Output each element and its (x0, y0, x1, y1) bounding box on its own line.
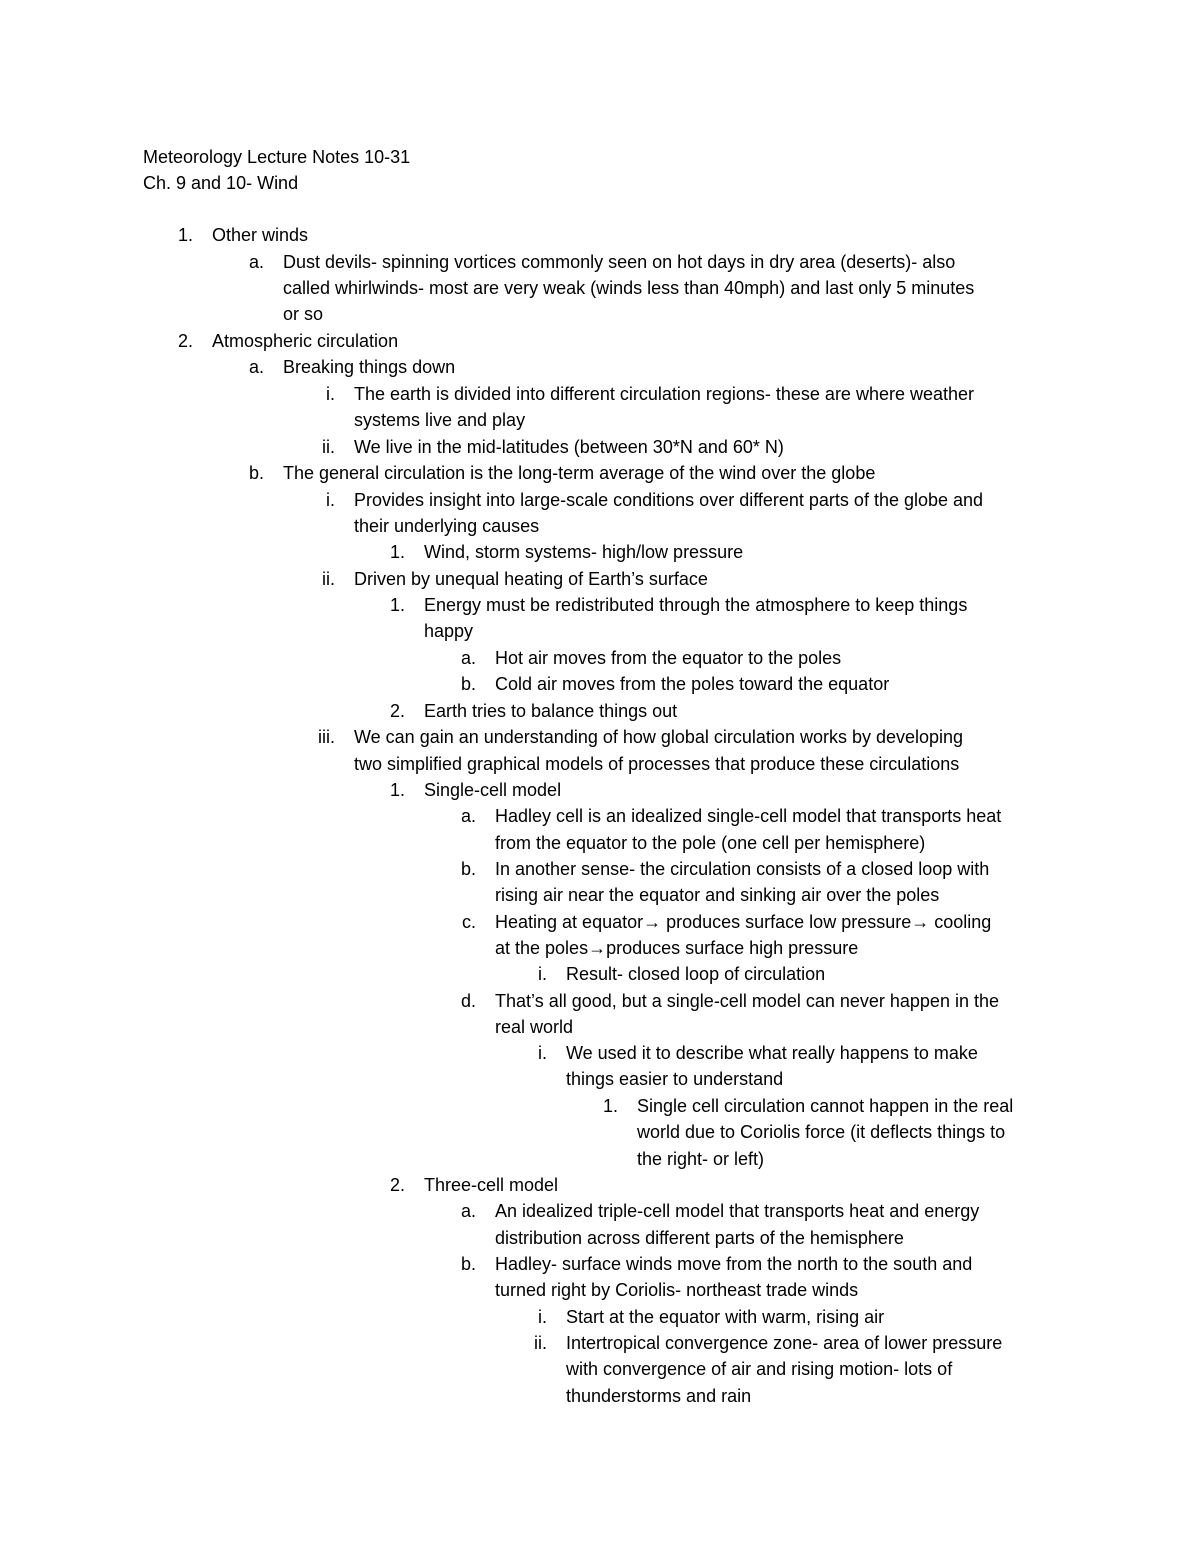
list-marker: c. (461, 912, 476, 932)
list-item-text: Earth tries to balance things out (424, 701, 678, 721)
list-marker: 1. (389, 595, 405, 615)
list-item-text: The general circulation is the long-term average of the wind over the globe (283, 463, 876, 483)
document-subtitle-text: Ch. 9 and 10- Wind (143, 173, 299, 193)
list-item-text: Hadley cell is an idealized single-cell model that transports heat (495, 806, 1002, 826)
list-item-text: called whirlwinds- most are very weak (winds less than 40mph) and last only 5 minutes (283, 278, 975, 298)
list-marker: d. (460, 991, 476, 1011)
list-marker: i. (538, 1307, 547, 1327)
list-item-text: Atmospheric circulation (212, 331, 399, 351)
list-item-text: from the equator to the pole (one cell per hemisphere) (495, 833, 926, 853)
list-item-text: Heating at equator→ produces surface low pressure→ cooling (495, 912, 992, 932)
list-marker: 2. (389, 701, 405, 721)
list-item-text: Intertropical convergence zone- area of lower pressure (566, 1333, 1003, 1353)
list-item-text: We used it to describe what really happens to make (566, 1043, 978, 1063)
list-marker: ii. (534, 1333, 547, 1353)
list-marker: a. (460, 806, 476, 826)
list-marker: 1. (389, 542, 405, 562)
list-marker: i. (326, 384, 335, 404)
list-item-text: Result- closed loop of circulation (566, 964, 826, 984)
list-marker: b. (460, 859, 476, 879)
list-item-text: rising air near the equator and sinking air over the poles (495, 885, 940, 905)
list-item-text: or so (283, 304, 324, 324)
list-marker: ii. (322, 569, 335, 589)
list-marker: a. (460, 1201, 476, 1221)
list-item-text: happy (424, 621, 474, 641)
list-marker: 1. (389, 780, 405, 800)
list-item-text: at the poles→produces surface high pressure (495, 938, 859, 958)
list-marker: a. (248, 252, 264, 272)
list-item-text: We can gain an understanding of how global circulation works by developing (354, 727, 964, 747)
list-item-text: We live in the mid-latitudes (between 30*N and 60* N) (354, 437, 784, 457)
list-item-text: Provides insight into large-scale conditions over different parts of the globe and (354, 490, 984, 510)
list-marker: ii. (322, 437, 335, 457)
list-item-text: Wind, storm systems- high/low pressure (424, 542, 744, 562)
list-marker: 1. (602, 1096, 618, 1116)
list-item-text: Single-cell model (424, 780, 562, 800)
document-title-text: Meteorology Lecture Notes 10-31 (143, 147, 411, 167)
list-marker: b. (248, 463, 264, 483)
list-item-text: That’s all good, but a single-cell model can never happen in the (495, 991, 999, 1011)
list-item-text: In another sense- the circulation consists of a closed loop with (495, 859, 990, 879)
list-marker: a. (248, 357, 264, 377)
list-marker: b. (460, 674, 476, 694)
list-item-text: their underlying causes (354, 516, 540, 536)
list-item-text: Start at the equator with warm, rising air (566, 1307, 885, 1327)
list-item-text: Dust devils- spinning vortices commonly seen on hot days in dry area (deserts)- also (283, 252, 956, 272)
list-item-text: things easier to understand (566, 1069, 784, 1089)
list-item-text: Energy must be redistributed through the atmosphere to keep things (424, 595, 968, 615)
list-item-text: An idealized triple-cell model that transports heat and energy (495, 1201, 980, 1221)
list-item-text: Single cell circulation cannot happen in the real (637, 1096, 1014, 1116)
list-item-text: The earth is divided into different circulation regions- these are where weather (354, 384, 975, 404)
list-item-text: Hadley- surface winds move from the north to the south and (495, 1254, 973, 1274)
list-item-text: real world (495, 1017, 574, 1037)
list-item-text: systems live and play (354, 410, 526, 430)
list-item-text: Other winds (212, 225, 309, 245)
list-item-text: Hot air moves from the equator to the poles (495, 648, 842, 668)
list-item-text: turned right by Coriolis- northeast trade winds (495, 1280, 859, 1300)
list-item-text: two simplified graphical models of processes that produce these circulations (354, 754, 960, 774)
list-item-text: Three-cell model (424, 1175, 559, 1195)
list-item-text: Breaking things down (283, 357, 456, 377)
list-item-text: with convergence of air and rising motion- lots of (566, 1359, 953, 1379)
list-marker: i. (538, 964, 547, 984)
list-marker: iii. (318, 727, 335, 747)
list-marker: b. (460, 1254, 476, 1274)
list-marker: 2. (389, 1175, 405, 1195)
list-marker: a. (460, 648, 476, 668)
list-marker: 2. (177, 331, 193, 351)
list-item-text: the right- or left) (637, 1149, 765, 1169)
list-item-text: thunderstorms and rain (566, 1386, 752, 1406)
list-marker: i. (326, 490, 335, 510)
list-item-text: Driven by unequal heating of Earth’s surface (354, 569, 708, 589)
list-marker: 1. (177, 225, 193, 245)
list-item-text: distribution across different parts of the hemisphere (495, 1228, 904, 1248)
list-marker: i. (538, 1043, 547, 1063)
list-item-text: Cold air moves from the poles toward the equator (495, 674, 890, 694)
list-item-text: world due to Coriolis force (it deflects things to (637, 1122, 1006, 1142)
